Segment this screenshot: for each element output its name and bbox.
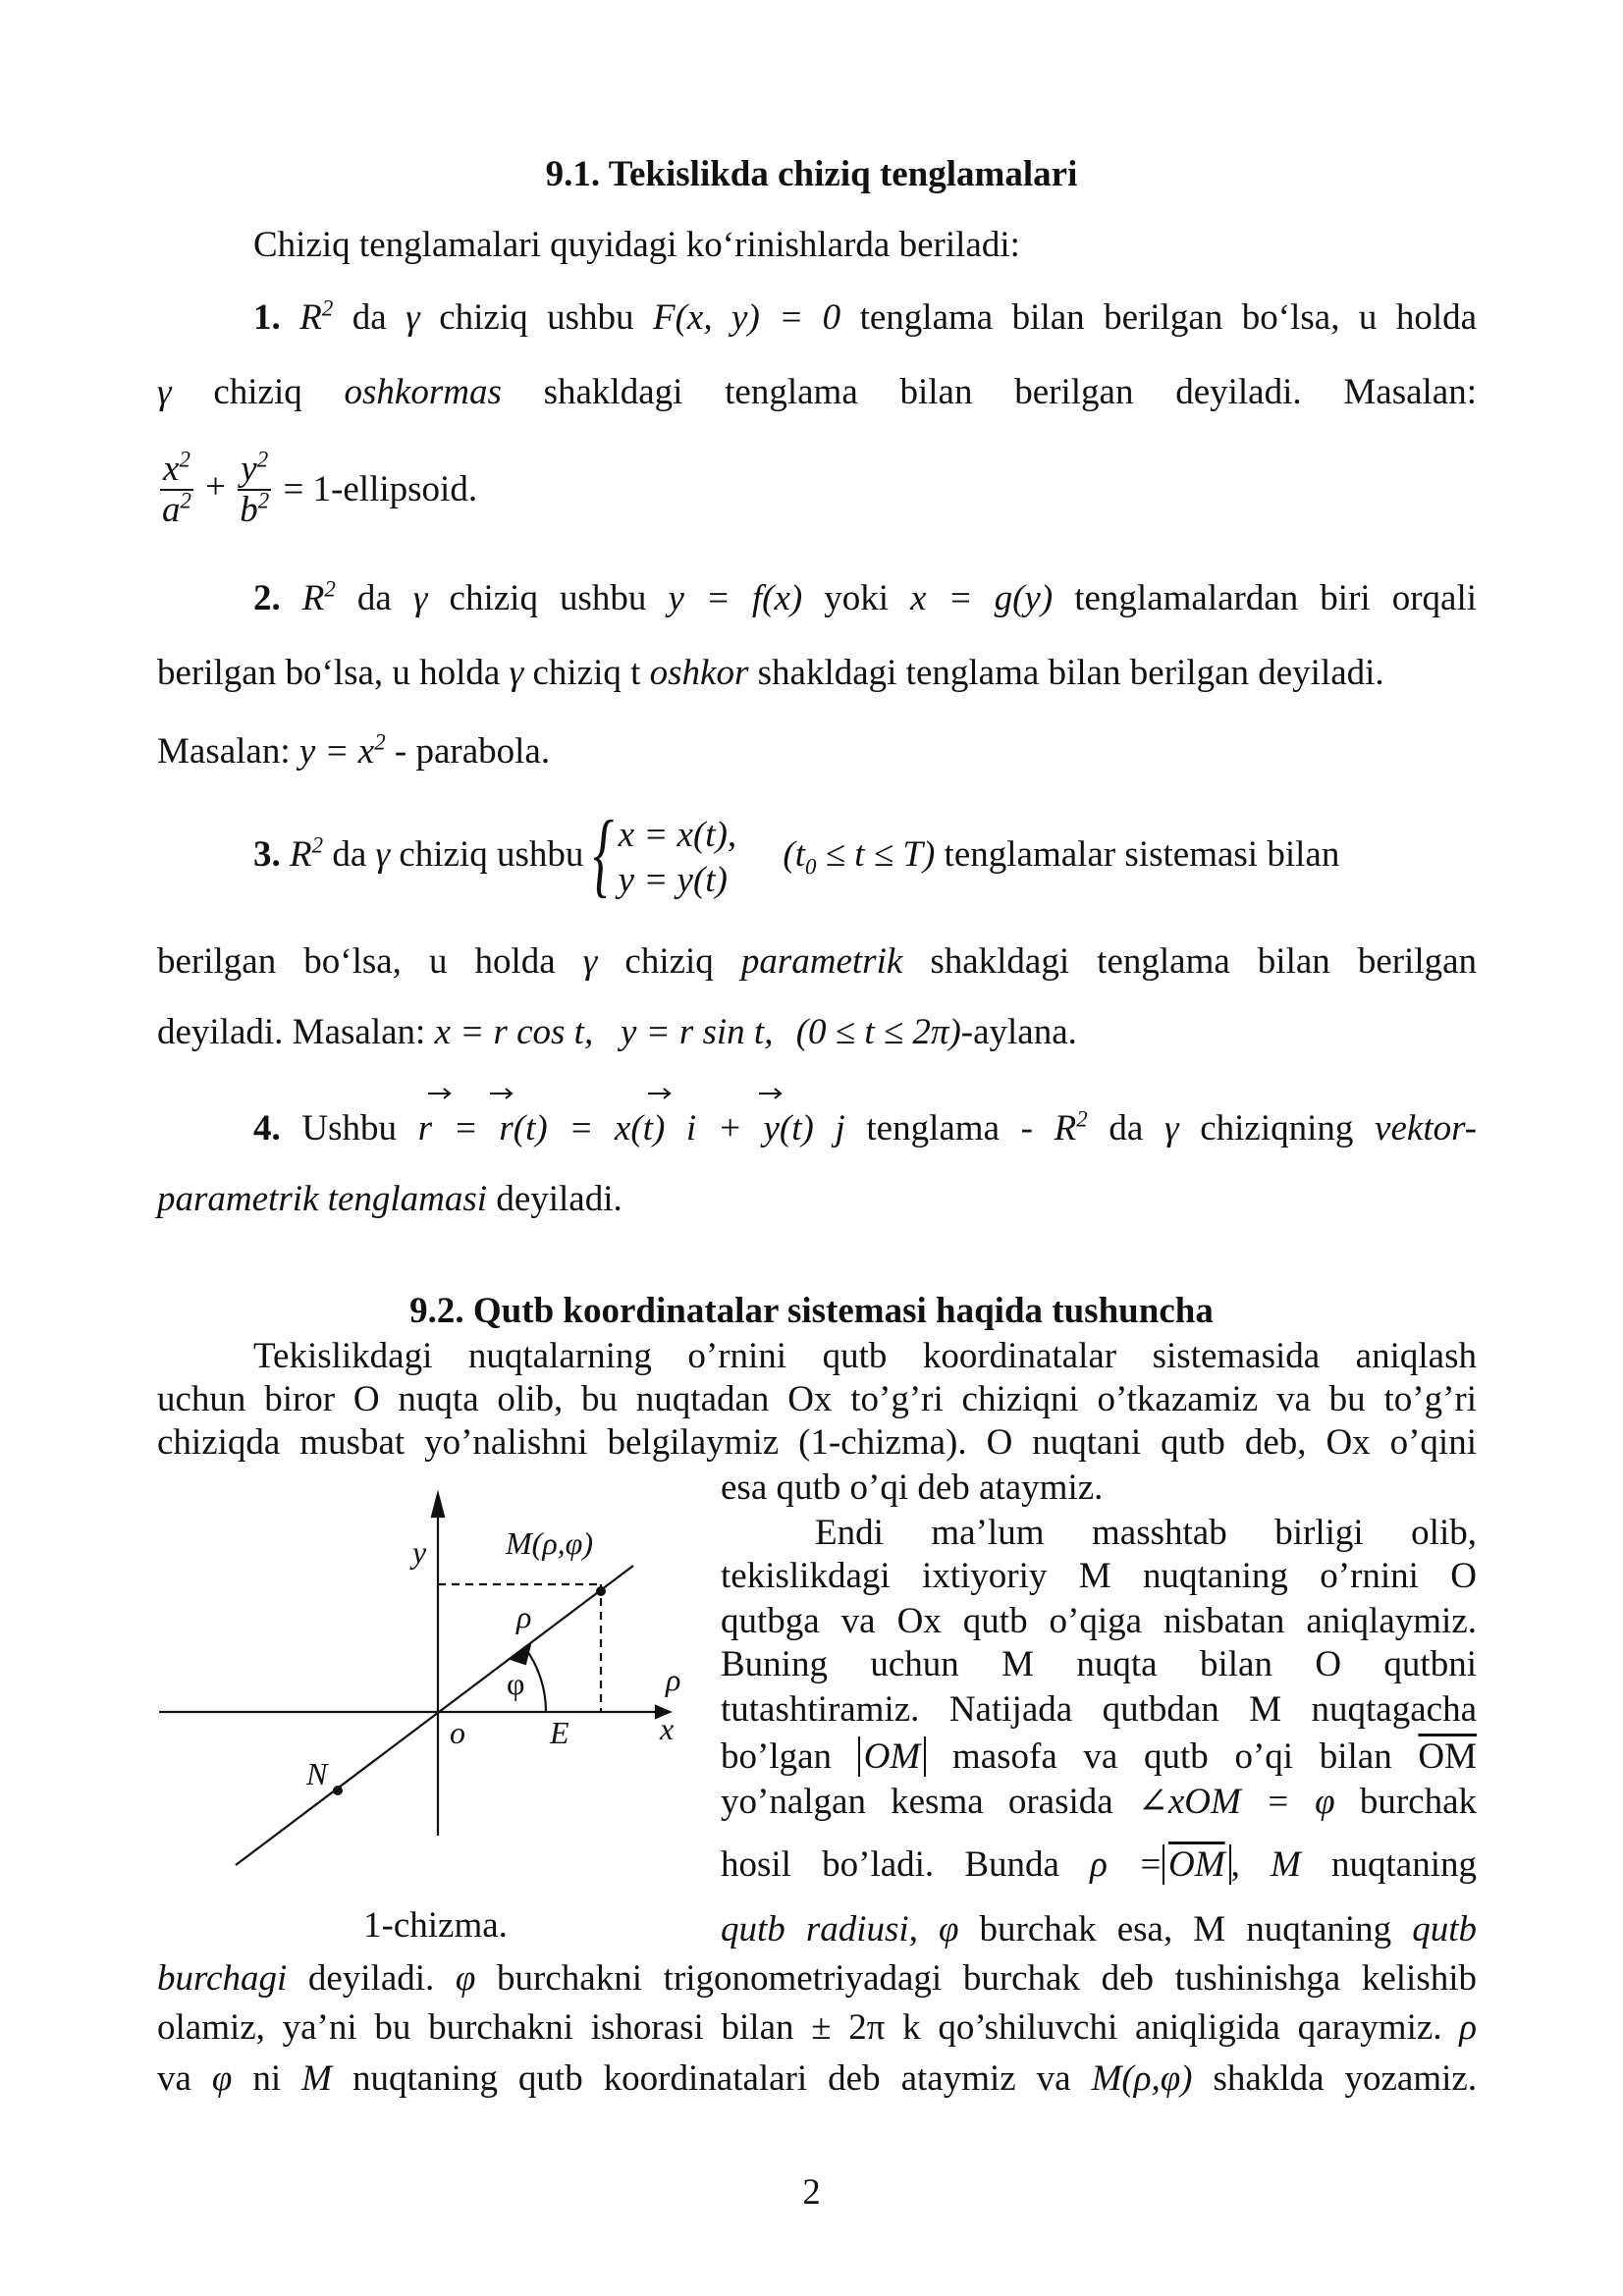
equation: y = f(x) <box>668 578 803 618</box>
label-M: M(ρ,φ) <box>506 1525 594 1561</box>
label-rho: ρ <box>516 1599 532 1634</box>
label-rho-axis: ρ <box>666 1662 681 1697</box>
term-qutb-radiusi: qutb radiusi <box>721 1909 909 1949</box>
term-vektor-parametrik: parametrik tenglamasi <box>157 1179 488 1219</box>
text: ni <box>252 2058 282 2099</box>
text: Ushbu <box>301 1108 398 1148</box>
s2-right-line7 <box>721 1781 1477 1824</box>
vector-equation: r = r(t) = x(t) i + y(t) j <box>417 1108 845 1148</box>
label-y: y <box>412 1534 427 1570</box>
item-1-line-1: 1. $R^2$ da γ chiziq ushbu F(x, y) = 0 tenglama bilan berilgan bo‘lsa, u holda <box>253 295 1478 338</box>
term-parametrik: parametrik <box>740 941 903 982</box>
text: deyiladi. <box>496 1179 622 1219</box>
text: ρ = <box>1090 1844 1163 1885</box>
s2-final-line3 <box>157 2057 1477 2101</box>
term-oshkor: oshkor <box>649 653 749 693</box>
item-3-line-2: berilgan bo‘lsa, u holda γ chiziq parametrik shakldagi tenglama bilan berilgan <box>157 941 1478 982</box>
equation: (0 ≤ t ≤ 2π) <box>795 1012 961 1052</box>
text: shakldagi tenglama bilan berilgan deyiladi. Masalan: <box>543 372 1477 412</box>
s2-para1-line3: chiziqda musbat yo’nalishni belgilaymiz (1-chizma). O nuqtani qutb deb, Ox o’qini <box>157 1422 1477 1463</box>
text: ρ <box>1459 2007 1478 2048</box>
text: - parabola. <box>394 731 551 772</box>
text: M <box>1271 1844 1301 1885</box>
equation: y = x <box>298 731 375 772</box>
text: deyiladi. <box>307 1958 435 1999</box>
label-N: N <box>306 1756 328 1791</box>
s2-para1-line4: esa qutb o’qi deb ataymiz. <box>721 1468 1104 1508</box>
page-number: 2 <box>802 2172 821 2213</box>
text: da <box>356 578 392 618</box>
item-2-line-1: 2. $R^2$ da γ chiziq ushbu y = f(x) yoki x = g(y) tenglamalardan biri orqali <box>253 576 1478 618</box>
text: tenglama - <box>866 1108 1033 1148</box>
text: (t <box>783 834 806 875</box>
text: chiziq ushbu <box>449 578 647 618</box>
text: berilgan bo‘lsa, u holda <box>157 653 501 693</box>
intro-line: Chiziq tenglamalari quyidagi ko‘rinishlarda beriladi: <box>253 225 1020 265</box>
text: tenglamalar sistemasi bilan <box>944 834 1340 875</box>
text: shakldagi tenglama bilan berilgan deyiladi. <box>757 653 1384 693</box>
point-M <box>596 1586 606 1596</box>
y-axis-arrow-icon <box>432 1494 444 1517</box>
ellipsoid-label: -ellipsoid. <box>331 469 478 509</box>
text: , <box>908 1909 918 1949</box>
s2-final-line2 <box>157 2006 1477 2050</box>
text: berilgan bo‘lsa, u holda <box>157 941 556 982</box>
label-x: x <box>660 1711 675 1746</box>
item-2-number: 2. <box>253 578 281 618</box>
text: burchak <box>1359 1782 1478 1822</box>
text: , <box>1230 1844 1240 1885</box>
text: chiziq ushbu <box>439 297 634 338</box>
text: chiziq <box>624 941 714 982</box>
fraction-y2-b2: $\frac{y^2}{b^2}$ <box>240 447 270 530</box>
item-1-line-2: γ chiziq oshkormas shakldagi tenglama bilan berilgan deyiladi. Masalan: <box>157 372 1477 412</box>
point-N <box>333 1786 343 1795</box>
angle-equation: ∠xOM = φ <box>1137 1782 1335 1822</box>
text: φ <box>211 2058 233 2099</box>
item-1-example: $\frac{x^2}{a^2}$ + $\frac{y^2}{b^2}$ = 1-ellipsoid. <box>161 447 478 530</box>
term-qutb: qutb <box>1412 1909 1478 1949</box>
text: deyiladi. Masalan: <box>157 1012 426 1052</box>
text: tenglama bilan berilgan bo‘lsa, u holda <box>859 297 1478 338</box>
figure-caption: 1-chizma. <box>363 1905 508 1946</box>
s2-right-line3: qutbga va Ox qutb o’qiga nisbatan aniqlaymiz. <box>721 1601 1477 1641</box>
section-9-1-title: 9.1. Tekislikda chiziq tenglamalari <box>545 154 1078 194</box>
item-3-number: 3. <box>253 834 281 875</box>
item-1-number: 1. <box>253 297 281 338</box>
equation: x = r cos t, y = r sin t, <box>434 1012 774 1052</box>
text: -aylana. <box>960 1012 1077 1052</box>
term-burchagi: burchagi <box>157 1958 288 1999</box>
fraction-x2-a2: $\frac{x^2}{a^2}$ <box>161 447 191 530</box>
text: burchakni trigonometriyadagi burchak deb tushinishga kelishib <box>497 1958 1477 1999</box>
text: shakldagi tenglama bilan berilgan <box>930 941 1478 982</box>
s2-right-line9 <box>721 1908 1477 1951</box>
item-2-line-2: berilgan bo‘lsa, u holda γ chiziq t oshkor shakldagi tenglama bilan berilgan deyiladi. <box>157 653 1384 693</box>
text: burchak esa, M nuqtaning <box>979 1909 1392 1949</box>
text: da <box>1109 1108 1144 1148</box>
label-E: E <box>550 1715 569 1750</box>
text: da <box>332 834 367 875</box>
text: chiziqning <box>1200 1108 1354 1148</box>
item-4-line-1: 4. Ushbu r = r(t) = x(t) i + y(t) j tenglama - $R^2$ da γ chiziqning vektor- <box>253 1106 1478 1148</box>
section-9-2-title: 9.2. Qutb koordinatalar sistemasi haqida tushuncha <box>409 1291 1214 1331</box>
text: M <box>301 2058 332 2099</box>
item-4-number: 4. <box>253 1108 281 1148</box>
text: φ <box>455 1958 476 1999</box>
equation: F(x, y) = 0 <box>652 297 841 338</box>
text: ≤ t ≤ T) <box>816 834 936 875</box>
text: M(ρ,φ) <box>1091 2058 1193 2099</box>
text: olamiz, ya’ni bu burchakni ishorasi bilan ± 2π k qo’shiluvchi aniqligida qaraymiz. <box>157 2007 1442 2048</box>
s2-right-line1: Endi ma’lum masshtab birligi olib, <box>815 1513 1477 1553</box>
s2-right-line6 <box>721 1735 1477 1779</box>
system-row-2: y = y(t) <box>618 859 728 900</box>
item-3-line-1: 3. $R^2$ da γ chiziq ushbu { x = x(t), y = y(t) $(t_0 \le t \le T)$ tenglamalar sistemasi bilan <box>253 800 1340 906</box>
text: va <box>157 2058 191 2099</box>
item-4-line-2 <box>157 1178 622 1221</box>
text: Masalan: <box>157 731 291 772</box>
text: masofa va qutb o’qi bilan <box>951 1736 1392 1777</box>
angle-arrow-icon <box>511 1644 530 1664</box>
text: vektor- <box>1375 1108 1478 1148</box>
label-O: o <box>450 1715 465 1750</box>
s2-right-line2: tekislikdagi ixtiyoriy M nuqtaning o’rnini O <box>721 1556 1477 1596</box>
s2-final-line1 <box>157 1957 1477 2001</box>
polar-ray-line <box>236 1566 633 1865</box>
system-row-1: x = x(t), <box>618 814 737 855</box>
text: nuqtaning <box>1331 1844 1477 1885</box>
text: bo’lgan <box>721 1736 833 1777</box>
text: nuqtaning qutb koordinatalari deb ataymiz va <box>352 2058 1071 2099</box>
text: yoki <box>824 578 890 618</box>
s2-right-line8 <box>721 1843 1477 1887</box>
s2-para1-line1: Tekislikdagi nuqtalarning o’rnini qutb koordinatalar sistemasida aniqlash <box>253 1336 1477 1376</box>
text: chiziq t <box>532 653 641 693</box>
item-2-example: Masalan: $y = x^2$ - parabola. <box>157 729 551 772</box>
term-oshkormas: oshkormas <box>344 372 502 412</box>
text: hosil bo’ladi. Bunda <box>721 1844 1059 1885</box>
angle-arc <box>525 1648 546 1712</box>
text: shaklda yozamiz. <box>1213 2058 1478 2099</box>
text: chiziq <box>213 372 302 412</box>
polar-coordinates-figure <box>147 1482 697 1895</box>
s2-para1-line2: uchun biror O nuqta olib, bu nuqtadan Ox to’g’ri chiziqni o’tkazamiz va bu to’g’ri <box>157 1379 1477 1419</box>
text: φ <box>938 1909 959 1949</box>
s2-right-line4: Buning uchun M nuqta bilan O qutbni <box>721 1644 1477 1684</box>
label-phi: φ <box>507 1666 525 1701</box>
abs-vector-OM: $\overline{OM}$ <box>1163 1844 1231 1885</box>
vector-OM: $\overline{OM}$ <box>1418 1736 1478 1777</box>
text: da <box>352 297 387 338</box>
text: tenglamalardan biri orqali <box>1074 578 1478 618</box>
abs-OM: OM <box>858 1736 927 1777</box>
equation-system: { x = x(t), y = y(t) <box>592 800 737 906</box>
equation: x = g(y) <box>910 578 1054 618</box>
text: yo’nalgan kesma orasida <box>721 1782 1113 1822</box>
s2-right-line5: tutashtiramiz. Natijada qutbdan M nuqtagacha <box>721 1689 1477 1730</box>
text: chiziq ushbu <box>399 834 584 875</box>
